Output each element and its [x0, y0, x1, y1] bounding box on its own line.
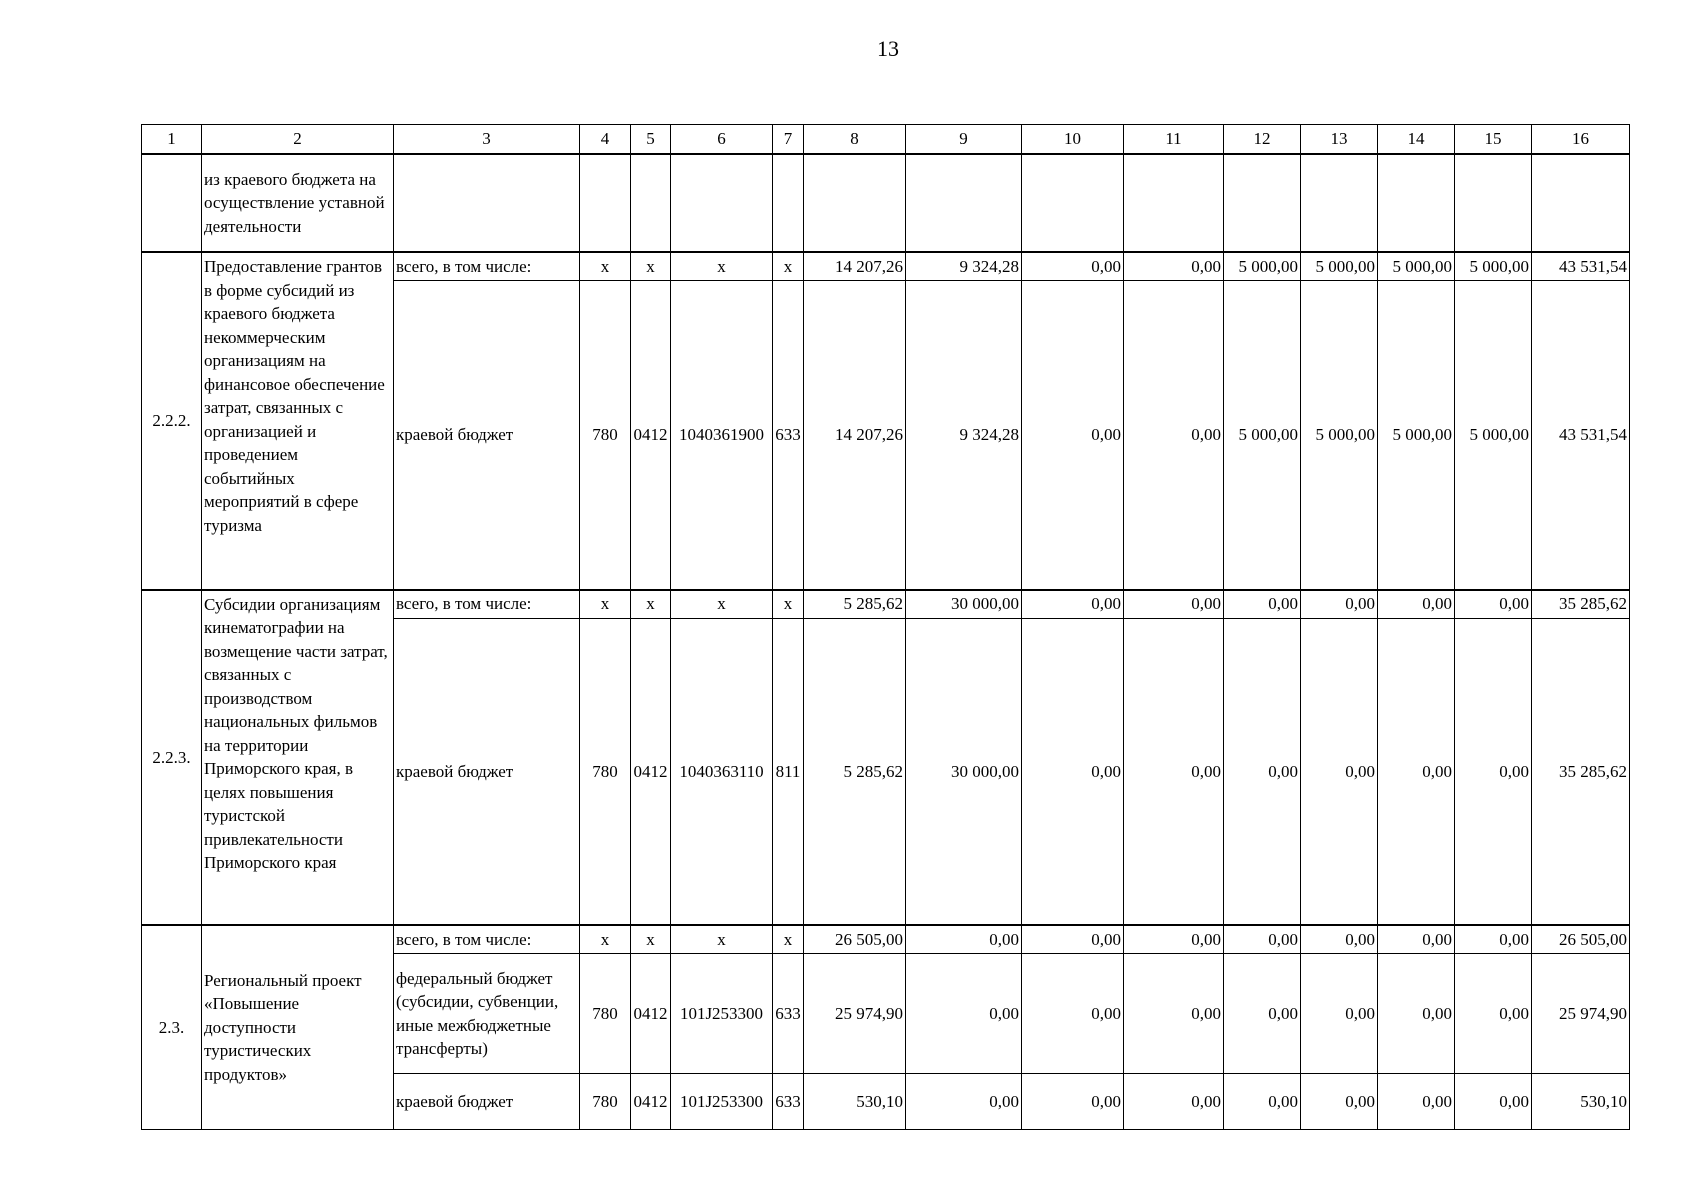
item-name: Субсидии организациям кинематографии на возмещение части затрат, связанных с производством национальных фильмов на территории Приморского края, в целях повышения туристской привлекательности Приморского края — [202, 590, 394, 926]
code-cell: 780 — [580, 618, 631, 925]
code-cell: х — [773, 925, 804, 954]
header-cell: 8 — [804, 125, 906, 155]
code-cell: х — [580, 252, 631, 281]
header-cell: 12 — [1224, 125, 1301, 155]
value-cell: 0,00 — [1124, 281, 1224, 590]
value-cell: 25 974,90 — [1532, 954, 1630, 1074]
table-cell — [580, 154, 631, 252]
table-cell — [1455, 154, 1532, 252]
value-cell: 0,00 — [1301, 590, 1378, 619]
table-cell — [1532, 154, 1630, 252]
value-cell: 5 285,62 — [804, 618, 906, 925]
value-cell: 0,00 — [1022, 618, 1124, 925]
source-label: краевой бюджет — [394, 281, 580, 590]
value-cell: 0,00 — [1224, 590, 1301, 619]
value-cell: 0,00 — [1455, 925, 1532, 954]
header-cell: 6 — [671, 125, 773, 155]
source-label: федеральный бюджет (субсидии, субвенции, иные межбюджетные трансферты) — [394, 954, 580, 1074]
table-cell — [1301, 154, 1378, 252]
code-cell: х — [773, 590, 804, 619]
header-cell: 15 — [1455, 125, 1532, 155]
header-cell: 7 — [773, 125, 804, 155]
value-cell: 0,00 — [1224, 1074, 1301, 1130]
header-cell: 10 — [1022, 125, 1124, 155]
value-cell: 530,10 — [1532, 1074, 1630, 1130]
value-cell: 0,00 — [1124, 1074, 1224, 1130]
value-cell: 0,00 — [1301, 925, 1378, 954]
code-cell: х — [671, 590, 773, 619]
code-cell: х — [631, 925, 671, 954]
table-cell — [671, 154, 773, 252]
table-row-2-2-2-total — [142, 252, 1630, 281]
value-cell: 43 531,54 — [1532, 252, 1630, 281]
value-cell: 0,00 — [1378, 1074, 1455, 1130]
source-label: всего, в том числе: — [394, 252, 580, 281]
value-cell: 9 324,28 — [906, 281, 1022, 590]
value-cell: 0,00 — [1455, 1074, 1532, 1130]
value-cell: 0,00 — [906, 1074, 1022, 1130]
value-cell: 5 000,00 — [1301, 252, 1378, 281]
header-cell: 4 — [580, 125, 631, 155]
item-id: 2.3. — [142, 925, 202, 1130]
table-row-2-3-total — [142, 925, 1630, 954]
header-cell: 13 — [1301, 125, 1378, 155]
code-cell: х — [580, 925, 631, 954]
value-cell: 0,00 — [1455, 590, 1532, 619]
value-cell: 0,00 — [1124, 252, 1224, 281]
code-cell: 0412 — [631, 281, 671, 590]
value-cell: 5 000,00 — [1455, 281, 1532, 590]
table-cell — [1224, 154, 1301, 252]
code-cell: 0412 — [631, 954, 671, 1074]
code-cell: 101J253300 — [671, 1074, 773, 1130]
value-cell: 0,00 — [1022, 954, 1124, 1074]
table-cell — [631, 154, 671, 252]
value-cell: 0,00 — [1124, 925, 1224, 954]
value-cell: 9 324,28 — [906, 252, 1022, 281]
value-cell: 0,00 — [1378, 618, 1455, 925]
item-name: Предоставление грантов в форме субсидий из краевого бюджета некоммерческим организациям на финансовое обеспечение затрат, связанных с организацией и проведением событийных мероприятий в сфере туризма — [202, 252, 394, 590]
value-cell: 0,00 — [1224, 618, 1301, 925]
value-cell: 0,00 — [1022, 281, 1124, 590]
code-cell: 780 — [580, 1074, 631, 1130]
value-cell: 0,00 — [1378, 954, 1455, 1074]
value-cell: 5 285,62 — [804, 590, 906, 619]
code-cell: 101J253300 — [671, 954, 773, 1074]
value-cell: 0,00 — [1022, 590, 1124, 619]
code-cell: 1040361900 — [671, 281, 773, 590]
header-cell: 11 — [1124, 125, 1224, 155]
value-cell: 0,00 — [1224, 925, 1301, 954]
source-label: всего, в том числе: — [394, 925, 580, 954]
value-cell: 0,00 — [1022, 925, 1124, 954]
code-cell: 0412 — [631, 1074, 671, 1130]
value-cell: 0,00 — [1378, 590, 1455, 619]
table-cell — [394, 154, 580, 252]
value-cell: 0,00 — [906, 954, 1022, 1074]
code-cell: х — [631, 252, 671, 281]
item-name: из краевого бюджета на осуществление уставной деятельности — [202, 154, 394, 252]
value-cell: 26 505,00 — [804, 925, 906, 954]
table-cell — [1124, 154, 1224, 252]
value-cell: 0,00 — [1301, 618, 1378, 925]
header-cell: 2 — [202, 125, 394, 155]
value-cell: 0,00 — [1022, 252, 1124, 281]
header-cell: 1 — [142, 125, 202, 155]
value-cell: 30 000,00 — [906, 618, 1022, 925]
value-cell: 14 207,26 — [804, 252, 906, 281]
code-cell: х — [773, 252, 804, 281]
value-cell: 26 505,00 — [1532, 925, 1630, 954]
source-label: краевой бюджет — [394, 618, 580, 925]
item-name: Региональный проект «Повышение доступности туристических продуктов» — [202, 925, 394, 1130]
header-cell: 3 — [394, 125, 580, 155]
value-cell: 14 207,26 — [804, 281, 906, 590]
code-cell: 633 — [773, 1074, 804, 1130]
code-cell: 780 — [580, 954, 631, 1074]
value-cell: 5 000,00 — [1224, 252, 1301, 281]
value-cell: 25 974,90 — [804, 954, 906, 1074]
item-id: 2.2.2. — [142, 252, 202, 590]
code-cell: 633 — [773, 281, 804, 590]
code-cell: 1040363110 — [671, 618, 773, 925]
source-label: всего, в том числе: — [394, 590, 580, 619]
value-cell: 0,00 — [1455, 954, 1532, 1074]
value-cell: 5 000,00 — [1455, 252, 1532, 281]
value-cell: 43 531,54 — [1532, 281, 1630, 590]
table-cell — [773, 154, 804, 252]
value-cell: 0,00 — [1022, 1074, 1124, 1130]
item-id: 2.2.3. — [142, 590, 202, 926]
budget-table — [141, 124, 1630, 1130]
value-cell: 5 000,00 — [1224, 281, 1301, 590]
code-cell: х — [631, 590, 671, 619]
code-cell: 811 — [773, 618, 804, 925]
header-cell: 16 — [1532, 125, 1630, 155]
code-cell: 780 — [580, 281, 631, 590]
value-cell: 0,00 — [1124, 954, 1224, 1074]
table-cell — [804, 154, 906, 252]
header-cell: 14 — [1378, 125, 1455, 155]
table-cell — [906, 154, 1022, 252]
value-cell: 35 285,62 — [1532, 590, 1630, 619]
value-cell: 0,00 — [1301, 954, 1378, 1074]
table-cell — [1022, 154, 1124, 252]
table-cell — [1378, 154, 1455, 252]
value-cell: 0,00 — [1124, 590, 1224, 619]
source-label: краевой бюджет — [394, 1074, 580, 1130]
value-cell: 0,00 — [1124, 618, 1224, 925]
code-cell: 633 — [773, 954, 804, 1074]
table-row-2-2-3-total — [142, 590, 1630, 619]
code-cell: х — [671, 925, 773, 954]
value-cell: 530,10 — [804, 1074, 906, 1130]
value-cell: 0,00 — [1378, 925, 1455, 954]
value-cell: 35 285,62 — [1532, 618, 1630, 925]
value-cell: 5 000,00 — [1378, 281, 1455, 590]
code-cell: х — [580, 590, 631, 619]
code-cell: 0412 — [631, 618, 671, 925]
header-cell: 9 — [906, 125, 1022, 155]
header-row — [142, 125, 1630, 155]
value-cell: 0,00 — [1224, 954, 1301, 1074]
value-cell: 5 000,00 — [1378, 252, 1455, 281]
value-cell: 30 000,00 — [906, 590, 1022, 619]
value-cell: 5 000,00 — [1301, 281, 1378, 590]
code-cell: х — [671, 252, 773, 281]
table-cell — [142, 154, 202, 252]
value-cell: 0,00 — [906, 925, 1022, 954]
header-cell: 5 — [631, 125, 671, 155]
page-number: 13 — [877, 36, 899, 61]
table-row-continuation — [142, 154, 1630, 252]
value-cell: 0,00 — [1455, 618, 1532, 925]
value-cell: 0,00 — [1301, 1074, 1378, 1130]
